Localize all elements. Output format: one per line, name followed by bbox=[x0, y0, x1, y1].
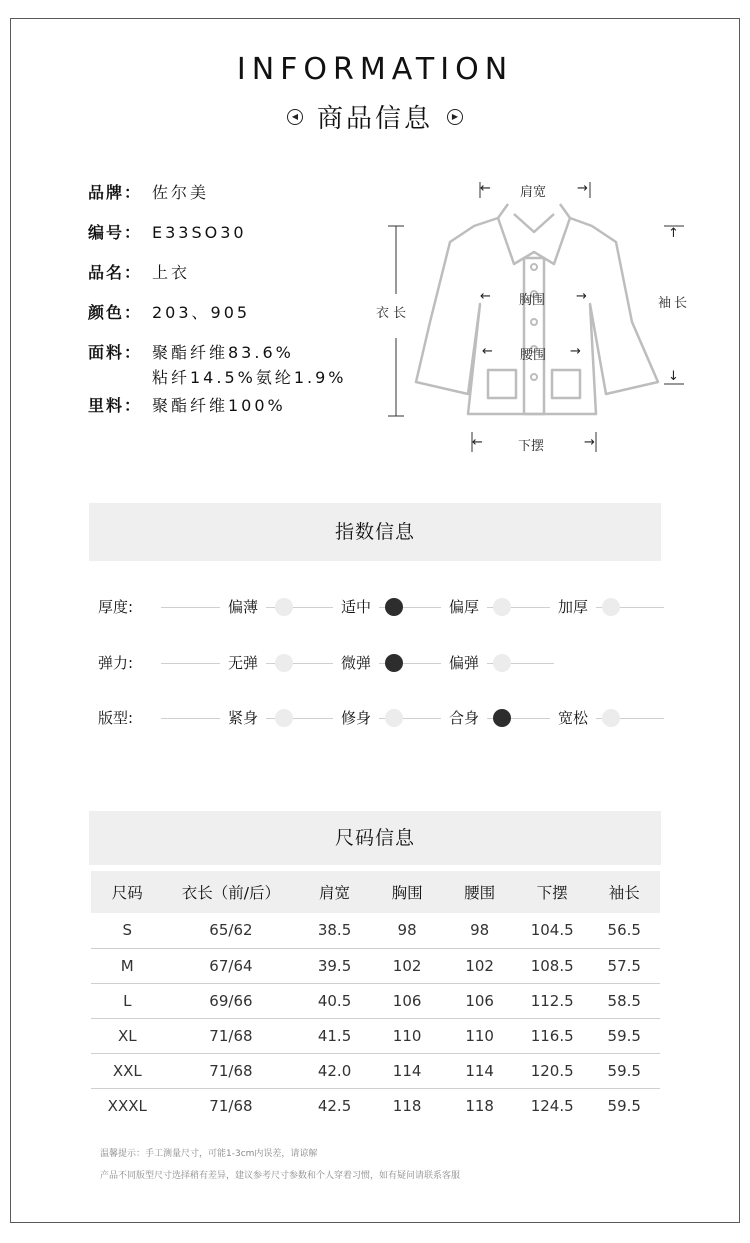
note-line-2: 产品不同版型尺寸选择稍有差异，建议参考尺寸参数和个人穿着习惯，如有疑问请联系客服 bbox=[100, 1171, 461, 1181]
col-hem: 下摆 bbox=[516, 871, 589, 913]
fit-option-4: 宽松 bbox=[550, 707, 596, 728]
shoulder-arrow-left-icon: ← bbox=[480, 181, 491, 196]
cell: L bbox=[91, 983, 164, 1018]
code-value: E33SO30 bbox=[152, 223, 247, 242]
waist-arrow-left-icon: ← bbox=[482, 344, 493, 359]
cell: 71/68 bbox=[209, 1096, 253, 1115]
cell: 114 bbox=[371, 1053, 444, 1088]
cell: 102 bbox=[443, 948, 516, 983]
right-arrow-icon: ▶ bbox=[447, 109, 463, 125]
size-table-header bbox=[91, 871, 660, 913]
lining-row bbox=[88, 393, 286, 416]
fabric-value-line2: 粘纤14.5%氨纶1.9% bbox=[152, 368, 347, 387]
fit-option-1: 紧身 bbox=[220, 707, 266, 728]
fit-dot-4 bbox=[602, 709, 620, 727]
chest-label: 胸围 bbox=[519, 293, 546, 308]
cell: 65/62 bbox=[164, 913, 299, 948]
hem-label: 下摆 bbox=[518, 439, 545, 454]
thickness-label: 厚度: bbox=[98, 598, 134, 616]
cell: 71/68 bbox=[164, 1053, 299, 1088]
waist-arrow-right-icon: → bbox=[570, 344, 581, 359]
cell: 69/66 bbox=[164, 983, 299, 1018]
size-table bbox=[91, 871, 660, 1123]
lining-label: 里料： bbox=[88, 396, 143, 415]
cell: 59.5 bbox=[607, 1096, 641, 1115]
elasticity-dot-1 bbox=[275, 654, 293, 672]
fabric-label: 面料： bbox=[88, 343, 143, 362]
hem-arrow-right-icon: → bbox=[584, 435, 595, 450]
thickness-option-4: 加厚 bbox=[550, 596, 596, 617]
cell: XL bbox=[91, 1018, 164, 1053]
table-row bbox=[91, 1053, 660, 1088]
cell: 108.5 bbox=[516, 948, 589, 983]
cell: 40.5 bbox=[298, 983, 371, 1018]
cell: 42.5 bbox=[317, 1096, 352, 1115]
brand-row bbox=[88, 180, 209, 203]
thickness-row bbox=[98, 596, 668, 620]
cell: M bbox=[91, 948, 164, 983]
thickness-option-3: 偏厚 bbox=[441, 596, 487, 617]
name-row bbox=[88, 260, 190, 283]
cell: 59.5 bbox=[588, 1018, 660, 1053]
cell: 59.5 bbox=[588, 1053, 660, 1088]
elasticity-dot-2-selected bbox=[385, 654, 403, 672]
thickness-dot-4 bbox=[602, 598, 620, 616]
cell: 98 bbox=[443, 913, 516, 948]
col-sleeve: 袖长 bbox=[588, 871, 660, 913]
fit-label: 版型: bbox=[98, 709, 134, 727]
cell: 120.5 bbox=[516, 1053, 589, 1088]
sleeve-label: 袖长 bbox=[658, 296, 691, 311]
fit-dot-3-selected bbox=[493, 709, 511, 727]
color-label: 颜色： bbox=[88, 303, 143, 322]
brand-value: 佐尔美 bbox=[152, 183, 210, 202]
cell: S bbox=[91, 913, 164, 948]
cell: 71/68 bbox=[164, 1018, 299, 1053]
cell: 110 bbox=[371, 1018, 444, 1053]
col-waist: 腰围 bbox=[443, 871, 516, 913]
fabric-row-2 bbox=[152, 365, 346, 388]
elasticity-option-1: 无弹 bbox=[220, 652, 266, 673]
cell: 102 bbox=[371, 948, 444, 983]
cell: 98 bbox=[371, 913, 444, 948]
thickness-dot-3 bbox=[493, 598, 511, 616]
sleeve-arrow-down-icon: ↓ bbox=[668, 369, 679, 384]
elasticity-option-3: 偏弹 bbox=[441, 652, 487, 673]
table-row bbox=[91, 913, 660, 948]
code-label: 编号： bbox=[88, 223, 143, 242]
thickness-option-1: 偏薄 bbox=[220, 596, 266, 617]
brand-label: 品牌： bbox=[88, 183, 143, 202]
size-diagram bbox=[370, 172, 700, 462]
fabric-row bbox=[88, 340, 294, 363]
table-row bbox=[91, 1088, 660, 1123]
code-row bbox=[88, 220, 247, 243]
chest-arrow-left-icon: ← bbox=[480, 289, 491, 304]
fit-option-2: 修身 bbox=[333, 707, 379, 728]
shoulder-arrow-right-icon: → bbox=[577, 181, 588, 196]
color-row bbox=[88, 300, 250, 323]
jacket-illustration bbox=[370, 172, 700, 462]
cell: 124.5 bbox=[530, 1096, 574, 1115]
lining-value: 聚酯纤维100% bbox=[152, 396, 286, 415]
col-chest: 胸围 bbox=[371, 871, 444, 913]
name-label: 品名： bbox=[88, 263, 143, 282]
index-section-title: 指数信息 bbox=[89, 503, 661, 561]
table-row bbox=[91, 983, 660, 1018]
cell: 118 bbox=[465, 1096, 494, 1115]
fit-dot-1 bbox=[275, 709, 293, 727]
hem-arrow-left-icon: ← bbox=[472, 435, 483, 450]
cell: 114 bbox=[443, 1053, 516, 1088]
thickness-dot-1 bbox=[275, 598, 293, 616]
cell: 106 bbox=[443, 983, 516, 1018]
shoulder-label: 肩宽 bbox=[520, 185, 547, 200]
length-label: 衣长 bbox=[376, 306, 411, 321]
cell: 39.5 bbox=[298, 948, 371, 983]
title-english: INFORMATION bbox=[236, 52, 514, 87]
cell: 118 bbox=[392, 1096, 422, 1115]
cell: XXXL bbox=[107, 1096, 147, 1115]
cell: 67/64 bbox=[164, 948, 299, 983]
note-line-1: 温馨提示：手工测量尺寸，可能1-3cm内误差，请谅解 bbox=[100, 1149, 318, 1159]
cell: 104.5 bbox=[516, 913, 589, 948]
cell: XXL bbox=[91, 1053, 164, 1088]
elasticity-option-2: 微弹 bbox=[333, 652, 379, 673]
sleeve-arrow-up-icon: ↑ bbox=[668, 226, 679, 241]
col-shoulder: 肩宽 bbox=[298, 871, 371, 913]
chest-arrow-right-icon: → bbox=[576, 289, 587, 304]
name-value: 上衣 bbox=[152, 263, 191, 282]
cell: 116.5 bbox=[516, 1018, 589, 1053]
size-section-title: 尺码信息 bbox=[89, 811, 661, 865]
cell: 42.0 bbox=[298, 1053, 371, 1088]
elasticity-row bbox=[98, 652, 668, 676]
col-length: 衣长（前/后） bbox=[164, 871, 299, 913]
cell: 41.5 bbox=[298, 1018, 371, 1053]
cell: 57.5 bbox=[588, 948, 660, 983]
cell: 110 bbox=[443, 1018, 516, 1053]
table-row bbox=[91, 1018, 660, 1053]
waist-label: 腰围 bbox=[520, 348, 547, 363]
title-chinese-row bbox=[0, 98, 750, 135]
fit-dot-2 bbox=[385, 709, 403, 727]
left-arrow-icon: ◀ bbox=[287, 109, 303, 125]
title-chinese: 商品信息 bbox=[316, 104, 433, 134]
cell: 58.5 bbox=[588, 983, 660, 1018]
fit-option-3: 合身 bbox=[441, 707, 487, 728]
cell: 56.5 bbox=[588, 913, 660, 948]
fit-row bbox=[98, 707, 668, 731]
thickness-option-2: 适中 bbox=[333, 596, 379, 617]
elasticity-dot-3 bbox=[493, 654, 511, 672]
elasticity-label: 弹力: bbox=[98, 654, 134, 672]
table-row bbox=[91, 948, 660, 983]
cell: 38.5 bbox=[298, 913, 371, 948]
color-value: 203、905 bbox=[152, 303, 251, 322]
cell: 112.5 bbox=[516, 983, 589, 1018]
thickness-dot-2-selected bbox=[385, 598, 403, 616]
fabric-value-line1: 聚酯纤维83.6% bbox=[152, 343, 294, 362]
cell: 106 bbox=[371, 983, 444, 1018]
col-size: 尺码 bbox=[91, 871, 164, 913]
